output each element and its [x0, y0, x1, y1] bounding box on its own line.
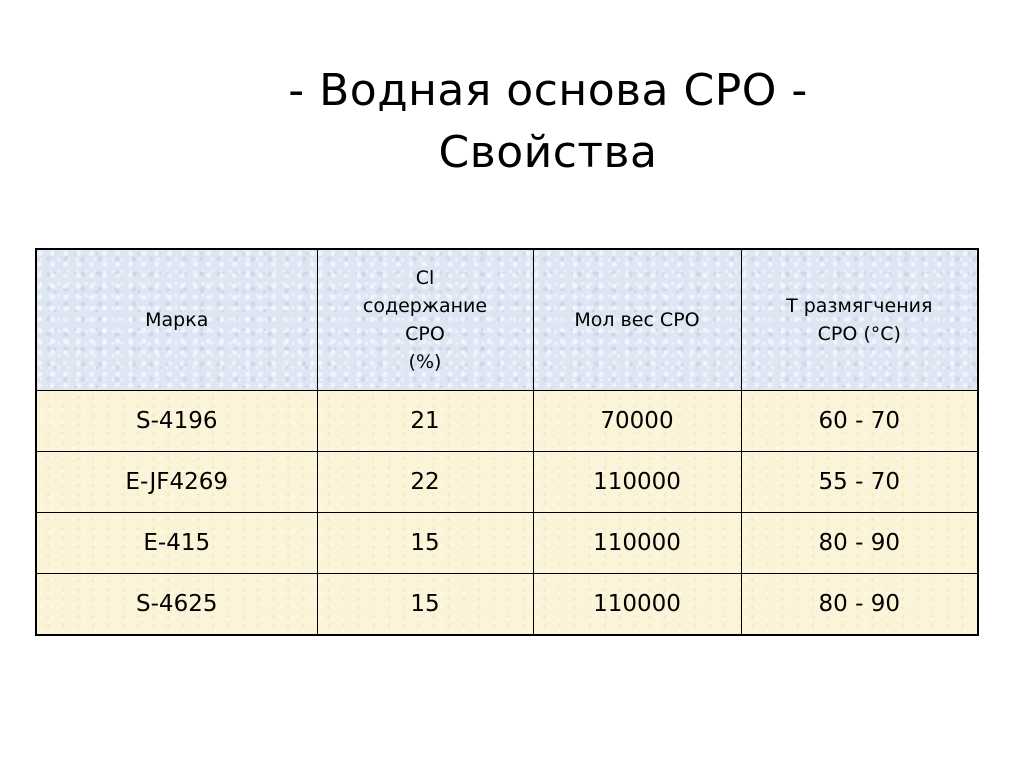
cell-mol: 110000 [533, 513, 741, 574]
cell-soft: 60 - 70 [741, 391, 978, 452]
cell-soft: 55 - 70 [741, 452, 978, 513]
cell-cl: 15 [317, 574, 533, 636]
slide-title [188, 60, 908, 184]
header-mark: Марка [36, 249, 317, 391]
header-cl-line-1: Cl [415, 267, 435, 289]
cell-mark: E-JF4269 [36, 452, 317, 513]
cell-cl: 15 [317, 513, 533, 574]
table-row [36, 574, 978, 636]
table-row [36, 452, 978, 513]
slide-title-line-2: Свойства [438, 127, 658, 178]
cell-mark: S-4625 [36, 574, 317, 636]
header-cl-line-3: CPO [405, 323, 445, 345]
table-header-row [36, 249, 978, 391]
cell-mark: E-415 [36, 513, 317, 574]
header-cl-line-2: содержание [362, 295, 488, 317]
header-mol-weight: Мол вес CPO [533, 249, 741, 391]
cell-mol: 110000 [533, 452, 741, 513]
header-cl-line-4: (%) [408, 351, 442, 373]
cell-mark: S-4196 [36, 391, 317, 452]
header-soft-line-1: Т размягчения [786, 295, 933, 317]
table-row [36, 513, 978, 574]
cell-cl: 22 [317, 452, 533, 513]
cell-soft: 80 - 90 [741, 574, 978, 636]
cell-soft: 80 - 90 [741, 513, 978, 574]
properties-table [35, 248, 979, 636]
header-soft-line-2: CPO (°C) [817, 323, 901, 345]
cell-mol: 70000 [533, 391, 741, 452]
header-cl-content [317, 249, 533, 391]
cell-cl: 21 [317, 391, 533, 452]
header-softening-temp [741, 249, 978, 391]
cell-mol: 110000 [533, 574, 741, 636]
table-row [36, 391, 978, 452]
slide-title-line-1: - Водная основа CPO - [288, 65, 808, 116]
